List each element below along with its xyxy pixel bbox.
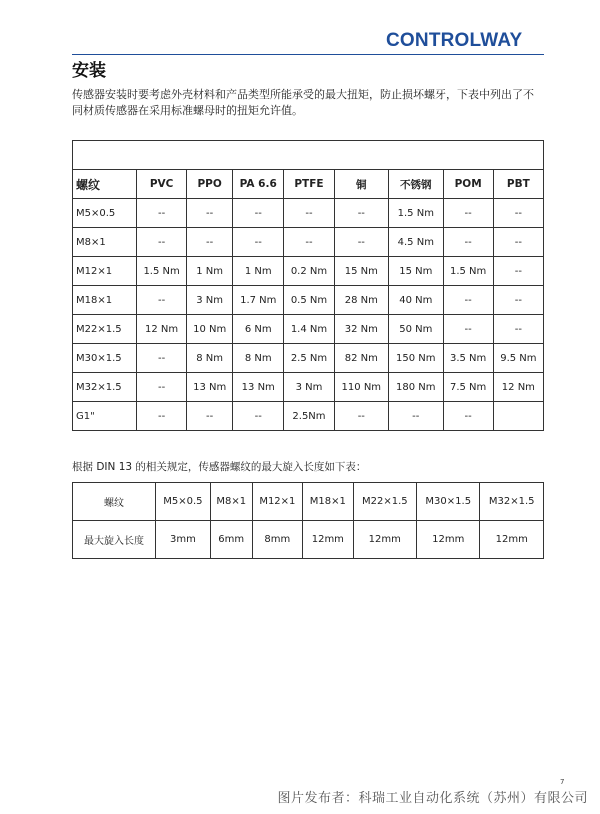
depth-header-cell: M22×1.5 [353, 483, 416, 521]
thread-cell: M32×1.5 [73, 373, 137, 402]
torque-cell: 180 Nm [389, 373, 443, 402]
thread-cell: M22×1.5 [73, 315, 137, 344]
torque-cell: -- [493, 315, 543, 344]
header-cell: PTFE [284, 170, 334, 199]
header-cell: POM [443, 170, 493, 199]
torque-table-header-row [73, 170, 544, 199]
torque-cell: 3 Nm [187, 286, 233, 315]
torque-cell: -- [443, 228, 493, 257]
torque-cell: -- [493, 228, 543, 257]
torque-cell: 110 Nm [334, 373, 388, 402]
torque-cell: 0.5 Nm [284, 286, 334, 315]
torque-cell: -- [137, 373, 187, 402]
torque-cell: 1 Nm [187, 257, 233, 286]
depth-value-cell: 8mm [252, 521, 302, 559]
depth-value-cell: 12mm [480, 521, 544, 559]
torque-cell: 1.4 Nm [284, 315, 334, 344]
thread-cell: M30×1.5 [73, 344, 137, 373]
table-row [73, 373, 544, 402]
depth-header-cell: 螺纹 [73, 483, 156, 521]
torque-cell: 0.2 Nm [284, 257, 334, 286]
torque-cell: -- [137, 286, 187, 315]
thread-depth-table [72, 482, 544, 559]
depth-value-row [73, 521, 544, 559]
depth-value-cell: 最大旋入长度 [73, 521, 156, 559]
torque-cell: 1.5 Nm [137, 257, 187, 286]
depth-header-cell: M5×0.5 [156, 483, 211, 521]
torque-table [72, 140, 544, 431]
torque-cell: -- [284, 199, 334, 228]
torque-cell [493, 402, 543, 431]
publisher-footer: 图片发布者：科瑞工业自动化系统（苏州）有限公司 [277, 791, 588, 806]
table-row [73, 257, 544, 286]
torque-cell: 1 Nm [233, 257, 284, 286]
torque-cell: -- [389, 402, 443, 431]
page-number: 7 [560, 778, 565, 786]
header-cell: PVC [137, 170, 187, 199]
torque-cell: 1.5 Nm [443, 257, 493, 286]
torque-table-blank-row [73, 141, 544, 170]
table-row [73, 402, 544, 431]
torque-cell: 15 Nm [334, 257, 388, 286]
torque-cell: -- [137, 344, 187, 373]
torque-cell: 40 Nm [389, 286, 443, 315]
torque-cell: -- [493, 286, 543, 315]
table-row [73, 228, 544, 257]
depth-header-row [73, 483, 544, 521]
torque-cell: 32 Nm [334, 315, 388, 344]
torque-cell: 7.5 Nm [443, 373, 493, 402]
company-logo: CONTROLWAY [386, 30, 523, 51]
intro-paragraph: 传感器安装时要考虑外壳材料和产品类型所能承受的最大扭矩，防止损坏螺牙，下表中列出了不同材质传感器在采用标准螺母时的扭矩允许值。 [72, 88, 534, 117]
header-cell: PA 6.6 [233, 170, 284, 199]
header-cell: 不锈钢 [389, 170, 443, 199]
section-title: 安装 [72, 61, 106, 81]
torque-cell: 6 Nm [233, 315, 284, 344]
depth-header-cell: M32×1.5 [480, 483, 544, 521]
torque-cell: -- [137, 402, 187, 431]
torque-cell: 13 Nm [187, 373, 233, 402]
depth-value-cell: 12mm [303, 521, 353, 559]
din-note: 根据 DIN 13 的相关规定，传感器螺纹的最大旋入长度如下表： [72, 461, 367, 473]
torque-cell: -- [187, 402, 233, 431]
torque-cell: -- [137, 199, 187, 228]
header-cell: 铜 [334, 170, 388, 199]
table-row [73, 286, 544, 315]
torque-cell: -- [443, 315, 493, 344]
torque-cell: -- [334, 402, 388, 431]
torque-cell: 15 Nm [389, 257, 443, 286]
thread-cell: G1" [73, 402, 137, 431]
torque-cell: 10 Nm [187, 315, 233, 344]
torque-cell: -- [493, 257, 543, 286]
thread-cell: M18×1 [73, 286, 137, 315]
thread-cell: M12×1 [73, 257, 137, 286]
table-row [73, 344, 544, 373]
depth-header-cell: M18×1 [303, 483, 353, 521]
depth-value-cell: 6mm [210, 521, 252, 559]
torque-cell: -- [233, 228, 284, 257]
table-row [73, 315, 544, 344]
torque-cell: -- [137, 228, 187, 257]
depth-header-cell: M12×1 [252, 483, 302, 521]
torque-cell: -- [443, 402, 493, 431]
torque-cell: 12 Nm [493, 373, 543, 402]
depth-value-cell: 12mm [353, 521, 416, 559]
torque-cell: -- [493, 199, 543, 228]
thread-cell: M5×0.5 [73, 199, 137, 228]
depth-header-cell: M30×1.5 [417, 483, 480, 521]
torque-cell: 1.5 Nm [389, 199, 443, 228]
torque-cell: 8 Nm [233, 344, 284, 373]
torque-cell: 12 Nm [137, 315, 187, 344]
header-cell: PBT [493, 170, 543, 199]
torque-cell: -- [334, 228, 388, 257]
depth-value-cell: 12mm [417, 521, 480, 559]
torque-cell: 50 Nm [389, 315, 443, 344]
table-row [73, 199, 544, 228]
torque-cell: -- [334, 199, 388, 228]
torque-cell: -- [187, 199, 233, 228]
torque-cell: -- [443, 199, 493, 228]
torque-cell: 8 Nm [187, 344, 233, 373]
torque-cell: -- [443, 286, 493, 315]
torque-cell: 2.5 Nm [284, 344, 334, 373]
torque-cell: 82 Nm [334, 344, 388, 373]
torque-cell: -- [233, 402, 284, 431]
torque-cell: 3.5 Nm [443, 344, 493, 373]
torque-cell: -- [284, 228, 334, 257]
thread-cell: M8×1 [73, 228, 137, 257]
torque-cell: 2.5Nm [284, 402, 334, 431]
torque-cell: -- [187, 228, 233, 257]
torque-cell: -- [233, 199, 284, 228]
torque-cell: 9.5 Nm [493, 344, 543, 373]
header-rule [72, 54, 544, 55]
torque-cell: 150 Nm [389, 344, 443, 373]
header-cell: PPO [187, 170, 233, 199]
torque-cell: 13 Nm [233, 373, 284, 402]
torque-cell: 28 Nm [334, 286, 388, 315]
header-cell: 螺纹 [73, 170, 137, 199]
torque-cell: 1.7 Nm [233, 286, 284, 315]
depth-value-cell: 3mm [156, 521, 211, 559]
blank-cell [73, 141, 544, 170]
torque-cell: 3 Nm [284, 373, 334, 402]
torque-cell: 4.5 Nm [389, 228, 443, 257]
depth-header-cell: M8×1 [210, 483, 252, 521]
